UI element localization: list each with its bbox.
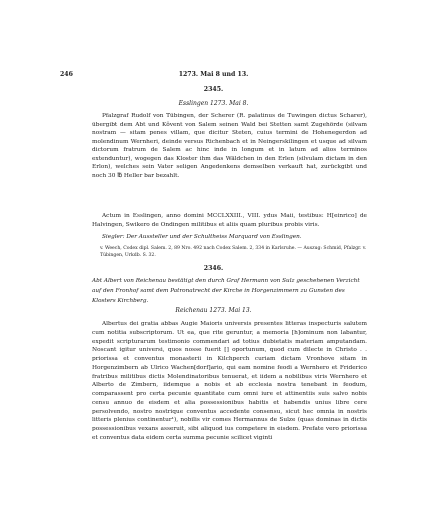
- document-number: 2345.: [203, 86, 224, 93]
- regest-text: Pfalzgraf Rudolf von Tübingen, der Scherer (R. palatinus de Tuwingen dictus Scharer), übergibt dem Abt und Kôvent von Salem seinen Wald bei Stetten samt Zugehörde (silvam nostram — sitam penes villam, que dicitur Steten, cuius termini de Hohenegerdon ad molendinum Wernheri, deinde versus Richenbach et in Neingerskilingen et usque ad silvam dictorum fratrum de Salem ac hinc inde in longum et in latum ad alios terminos extenduntur), wogegen das Kloster ihm das Wäldchen in den Erlen (silvulam dictam in den Erlon), welches sein Vater seligen Angedenkens demselben verkauft hat, zurückgibt und noch 30 ℔ Heller bar bezahlt.: [92, 113, 367, 179]
- regest-paragraph: [92, 112, 367, 180]
- source-note: v. Weech, Codex dipl. Salem. 2, 89 Nro. 492 nach Codex Salem. 2, 334 in Karlsruhe. — Auszug: Schmid, Pfalzgr. v. Tübingen, Urkdb. S. 32.: [100, 246, 367, 258]
- page-number: 246: [60, 71, 73, 78]
- document-number-2: 2346.: [203, 265, 224, 272]
- running-header: [60, 71, 367, 80]
- actum-text: Actum in Esslingen, anno domini MCCLXXIII., VIII. ydus Maii, testibus: H[einrico] de Halvingen, Swikero de Ondingen militibus et aliis quam pluribus probis viris.: [92, 213, 367, 228]
- document-place-date: Esslingen 1273. Mai 8.: [178, 100, 249, 107]
- charter-body: [92, 320, 367, 443]
- actum-paragraph: [92, 212, 367, 229]
- sealer-line: Siegler: Der Aussteller und der Schultheiss Marquard von Esslingen.: [102, 234, 302, 240]
- charter-text: Albertus dei gratia abbas Augie Maioris universis presentes litteras inspecturis salutem cum notitia subscriptorum. Ut ea, que rite geruntur, a memoria [h]ominum non labantur, expedit scripturarum testimonio commendari ad totius dubietatis materiam amputandam. Noscant igitur universi, quos nosse fuerit [] oportunum, quod cum dilecte in Christo . . priorissa et conventus monasterii in Kilchperch curiam dictam Vronhove sitam in Horgenzimbern ab Ulrico Wachen[dorf]ario, qui eam nomine feodi a Wernhero et Friderico fratribus militibus dictis Molendinatoribus tenuerat, et iidem a nobilibus viris Wernhero et Alberto de Zimbern, iidemque a nobis et ab ecclesia nostra tenebant in feodum, comparassent pro certa pecunie quantitate cum omni iure et attinentiis suis salvo nobis censu annuo de eisdem et alia possessionibus habitis et habendis unius libre cere persolvendo, nostro nostrique conventus accedente consensu, sicut hec omnia in nostris litteris plenius continentur¹), nobilis vir comes Hermannus de Sulze (quas dominas in dictis possessionibus vexans asseruit, sibi aliquod ius competere in eisdem. Prefate vero priorissa et conventus data eidem certa summa pecunie scilicet viginti: [92, 321, 367, 441]
- document-summary: Abt Albert von Reichenau bestätigt den durch Graf Hermann von Sulz geschehenen Verzicht auf den Fronhof samt dem Patronatrecht der Kirche in Horgenzimmern zu Gunsten des Klosters Kirchberg.: [92, 278, 360, 305]
- running-title: 1273. Mai 8 und 13.: [178, 71, 249, 78]
- document-place-date-2: Reichenau 1273. Mai 13.: [175, 307, 252, 314]
